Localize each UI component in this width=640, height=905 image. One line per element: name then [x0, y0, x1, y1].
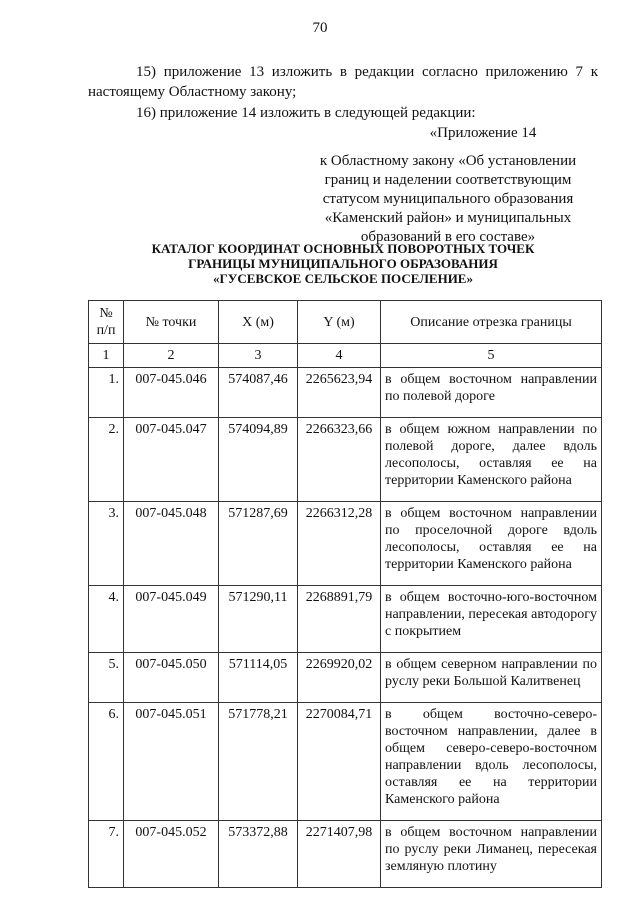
- row-number: 7.: [89, 821, 124, 888]
- point-number: 007-045.048: [124, 502, 219, 586]
- appendix-heading: [308, 124, 588, 247]
- row-number: 1.: [89, 368, 124, 418]
- table-header-row: [89, 301, 602, 344]
- point-number: 007-045.047: [124, 418, 219, 502]
- table-row: [89, 368, 602, 418]
- column-number: 2: [124, 344, 219, 368]
- row-number: 6.: [89, 703, 124, 821]
- column-number-row: [89, 344, 602, 368]
- header-x: X (м): [219, 301, 298, 344]
- appendix-line: «Каменский район» и муниципальных: [324, 210, 572, 226]
- appendix-line: статусом муниципального образования: [322, 191, 574, 207]
- appendix-line: границ и наделении соответствующим: [324, 172, 572, 188]
- segment-description: в общем восточно-юго-восточном направлении, пересекая автодорогу с покрытием: [381, 586, 602, 653]
- table-row: [89, 703, 602, 821]
- catalog-title-line: «ГУСЕВСКОЕ СЕЛЬСКОЕ ПОСЕЛЕНИЕ»: [213, 271, 473, 286]
- table-row: [89, 502, 602, 586]
- point-number: 007-045.046: [124, 368, 219, 418]
- x-coordinate: 571287,69: [219, 502, 298, 586]
- column-number: 4: [298, 344, 381, 368]
- header-description: Описание отрезка границы: [381, 301, 602, 344]
- table-row: [89, 653, 602, 703]
- y-coordinate: 2268891,79: [298, 586, 381, 653]
- point-number: 007-045.052: [124, 821, 219, 888]
- table-row: [89, 586, 602, 653]
- paragraph-item-16: 16) приложение 14 изложить в следующей редакции:: [136, 105, 476, 121]
- point-number: 007-045.049: [124, 586, 219, 653]
- row-number: 3.: [89, 502, 124, 586]
- catalog-title-line: КАТАЛОГ КООРДИНАТ ОСНОВНЫХ ПОВОРОТНЫХ ТОЧЕК: [151, 241, 535, 256]
- appendix-title: «Приложение 14: [429, 125, 537, 141]
- y-coordinate: 2265623,94: [298, 368, 381, 418]
- column-number: 1: [89, 344, 124, 368]
- segment-description: в общем восточном направлении по полевой дороге: [381, 368, 602, 418]
- segment-description: в общем северном направлении по руслу реки Большой Калитвенец: [381, 653, 602, 703]
- x-coordinate: 574094,89: [219, 418, 298, 502]
- y-coordinate: 2266312,28: [298, 502, 381, 586]
- segment-description: в общем восточном направлении по руслу реки Лиманец, пересекая земляную плотину: [381, 821, 602, 888]
- table-row: [89, 418, 602, 502]
- point-number: 007-045.051: [124, 703, 219, 821]
- y-coordinate: 2270084,71: [298, 703, 381, 821]
- column-number: 5: [381, 344, 602, 368]
- y-coordinate: 2266323,66: [298, 418, 381, 502]
- x-coordinate: 571290,11: [219, 586, 298, 653]
- x-coordinate: 574087,46: [219, 368, 298, 418]
- segment-description: в общем южном направлении по полевой дороге, далее вдоль лесополосы, оставляя ее на территории Каменского района: [381, 418, 602, 502]
- column-number: 3: [219, 344, 298, 368]
- table-row: [89, 821, 602, 888]
- x-coordinate: 573372,88: [219, 821, 298, 888]
- row-number: 2.: [89, 418, 124, 502]
- segment-description: в общем восточно-северо-восточном направлении, далее в общем северо-северо-восточном направлении вдоль лесополосы, оставляя ее на территории Каменского района: [381, 703, 602, 821]
- point-number: 007-045.050: [124, 653, 219, 703]
- x-coordinate: 571114,05: [219, 653, 298, 703]
- header-row-number: № п/п: [89, 301, 124, 344]
- coordinates-table: [88, 300, 602, 888]
- segment-description: в общем восточном направлении по проселочной дороге вдоль лесополосы, оставляя ее на территории Каменского района: [381, 502, 602, 586]
- header-y: Y (м): [298, 301, 381, 344]
- paragraph-item-15: 15) приложение 13 изложить в редакции согласно приложению 7 к настоящему Областному закону;: [88, 64, 598, 100]
- y-coordinate: 2271407,98: [298, 821, 381, 888]
- catalog-title-line: ГРАНИЦЫ МУНИЦИПАЛЬНОГО ОБРАЗОВАНИЯ: [188, 256, 498, 271]
- appendix-line: образований в его составе»: [360, 229, 536, 245]
- page-number: 70: [312, 20, 328, 36]
- row-number: 5.: [89, 653, 124, 703]
- x-coordinate: 571778,21: [219, 703, 298, 821]
- header-point-number: № точки: [124, 301, 219, 344]
- y-coordinate: 2269920,02: [298, 653, 381, 703]
- catalog-title: [88, 241, 598, 286]
- row-number: 4.: [89, 586, 124, 653]
- appendix-line: к Областному закону «Об установлении: [319, 153, 577, 169]
